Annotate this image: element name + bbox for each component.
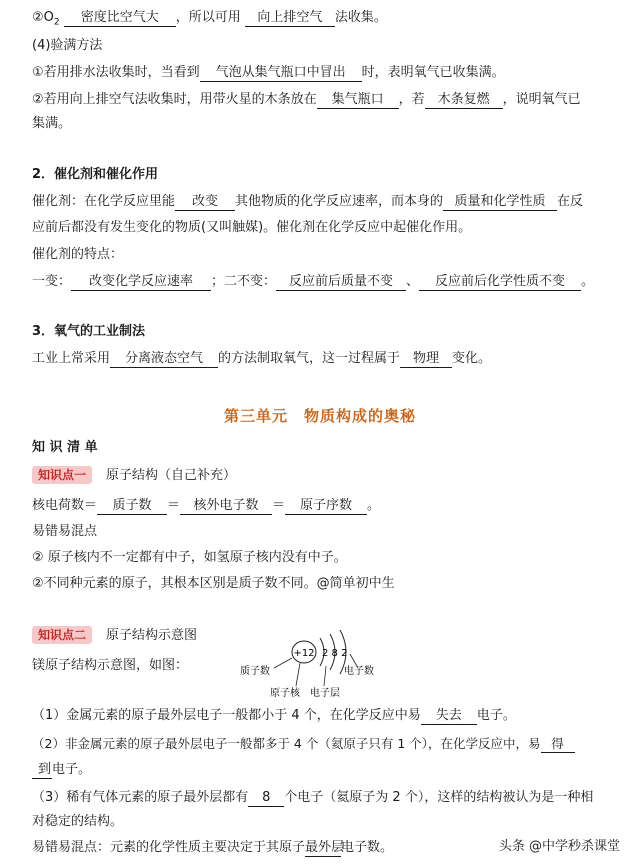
blank-physical: 物理: [400, 351, 452, 368]
blank-rekindle: 木条复燃: [425, 92, 503, 109]
nonmetal-line-2: 到电子。: [32, 760, 91, 779]
industry-line: 工业上常采用 分离液态空气 的方法制取氧气，这一过程属于 物理 变化。: [32, 351, 492, 366]
blank-method: 向上排空气: [245, 10, 335, 27]
metal-line: （1）金属元素的原子最外层电子一般都小于 4 个，在化学反应中易 失去 电子。: [32, 708, 516, 723]
confuse-title: 易错易混点: [32, 524, 98, 539]
label-shell: 电子层: [310, 688, 340, 699]
noble-gas-line-2: 对稳定的结构。: [32, 814, 124, 829]
blank-electrons: 核外电子数: [180, 498, 272, 515]
blank-outermost: 最外层: [305, 840, 345, 855]
watermark: 头条 @中学秒杀课堂: [498, 839, 620, 854]
noble-gas-line: （3）稀有气体元素的原子最外层都有 8 个电子（氦原子为 2 个），这样的结构被认为是一种相: [32, 790, 594, 805]
mg-structure-line: 镁原子结构示意图，如图：: [32, 658, 189, 673]
kp2-badge: 知识点二: [32, 626, 92, 644]
knowledge-point-1: 知识点一 原子结构（自己补充）: [32, 466, 236, 485]
blank-atomic-number: 原子序数: [285, 498, 367, 515]
label-electron: 电子数: [344, 666, 374, 677]
pointer-proton: [274, 658, 292, 668]
unit-title: 第三单元 物质构成的奥秘: [223, 407, 416, 425]
blank-rate: 改变化学反应速率: [71, 274, 211, 291]
label-proton: 质子数: [240, 666, 270, 677]
industry-title: 3．氧气的工业制法: [32, 324, 146, 339]
catalyst-title: 2．催化剂和催化作用: [32, 167, 159, 182]
nucleus-charge: +12: [293, 648, 315, 659]
blank-lose: 失去: [421, 708, 477, 725]
blank-density: 密度比空气大: [64, 10, 176, 27]
blank-mass-property: 质量和化学性质: [443, 194, 557, 211]
blank-gain-1: 得: [541, 736, 575, 753]
confuse-point-1: ② 原子核内不一定都有中子，如氢原子核内没有中子。: [32, 550, 347, 565]
catalyst-definition-2: 应前后都没有发生变化的物质(又叫触媒)。催化剂在化学反应中起催化作用。: [32, 220, 472, 235]
atom-structure-diagram: [240, 630, 390, 700]
label-nucleus: 原子核: [270, 688, 300, 699]
kp1-badge: 知识点一: [32, 466, 92, 484]
blank-protons: 质子数: [97, 498, 167, 515]
shell-electrons: 2 8 2: [322, 648, 348, 659]
blank-change: 改变: [175, 194, 235, 211]
check-line-1: ①若用排水法收集时，当看到 气泡从集气瓶口中冒出 时，表明氧气已收集满。: [32, 65, 505, 80]
checklist-heading: 知 识 清 单: [32, 440, 98, 455]
charge-line: 核电荷数＝ 质子数 ＝ 核外电子数 ＝ 原子序数 。: [32, 498, 381, 513]
knowledge-point-2: 知识点二 原子结构示意图: [32, 626, 197, 645]
check-line-2: ②若用向上排空气法收集时，用带火星的木条放在 集气瓶口 ，若 木条复燃 ，说明氧气已: [32, 92, 581, 107]
blank-mass-unchanged: 反应前后质量不变: [276, 274, 406, 291]
catalyst-definition: 催化剂：在化学反应里能 改变 其他物质的化学反应速率，而本身的 质量和化学性质 在反: [32, 194, 584, 209]
blank-liquid-air: 分离液态空气: [110, 351, 218, 368]
check-title: (4)验满方法: [32, 38, 103, 53]
o2-collection-line: $②O_2$ 密度比空气大 ，所以可用 向上排空气 法收集。: [32, 10, 387, 28]
pointer-nucleus: [296, 663, 300, 686]
pointer-shell: [324, 666, 326, 686]
blank-bottle-mouth: 集气瓶口: [317, 92, 399, 109]
catalyst-features: 催化剂的特点：: [32, 247, 124, 262]
blank-gain-2: 到: [32, 762, 52, 779]
nonmetal-line: （2）非金属元素的原子最外层电子一般都多于 4 个（氦原子只有 1 个），在化学反应中，易 得: [32, 734, 575, 753]
catalyst-features-line: 一变： 改变化学反应速率 ；二不变： 反应前后质量不变 、 反应前后化学性质不变 。: [32, 274, 595, 289]
blank-property-unchanged: 反应前后化学性质不变: [419, 274, 581, 291]
blank-eight: 8: [248, 790, 284, 807]
confuse-point-2: ②不同种元素的原子，其根本区别是质子数不同。@简单初中生: [32, 576, 395, 591]
last-line: 易错易混点：元素的化学性质主要决定于其原子最外层电子数。: [32, 840, 394, 855]
blank-bubbles: 气泡从集气瓶口中冒出: [200, 65, 362, 82]
check-line-2b: 集满。: [32, 116, 72, 131]
